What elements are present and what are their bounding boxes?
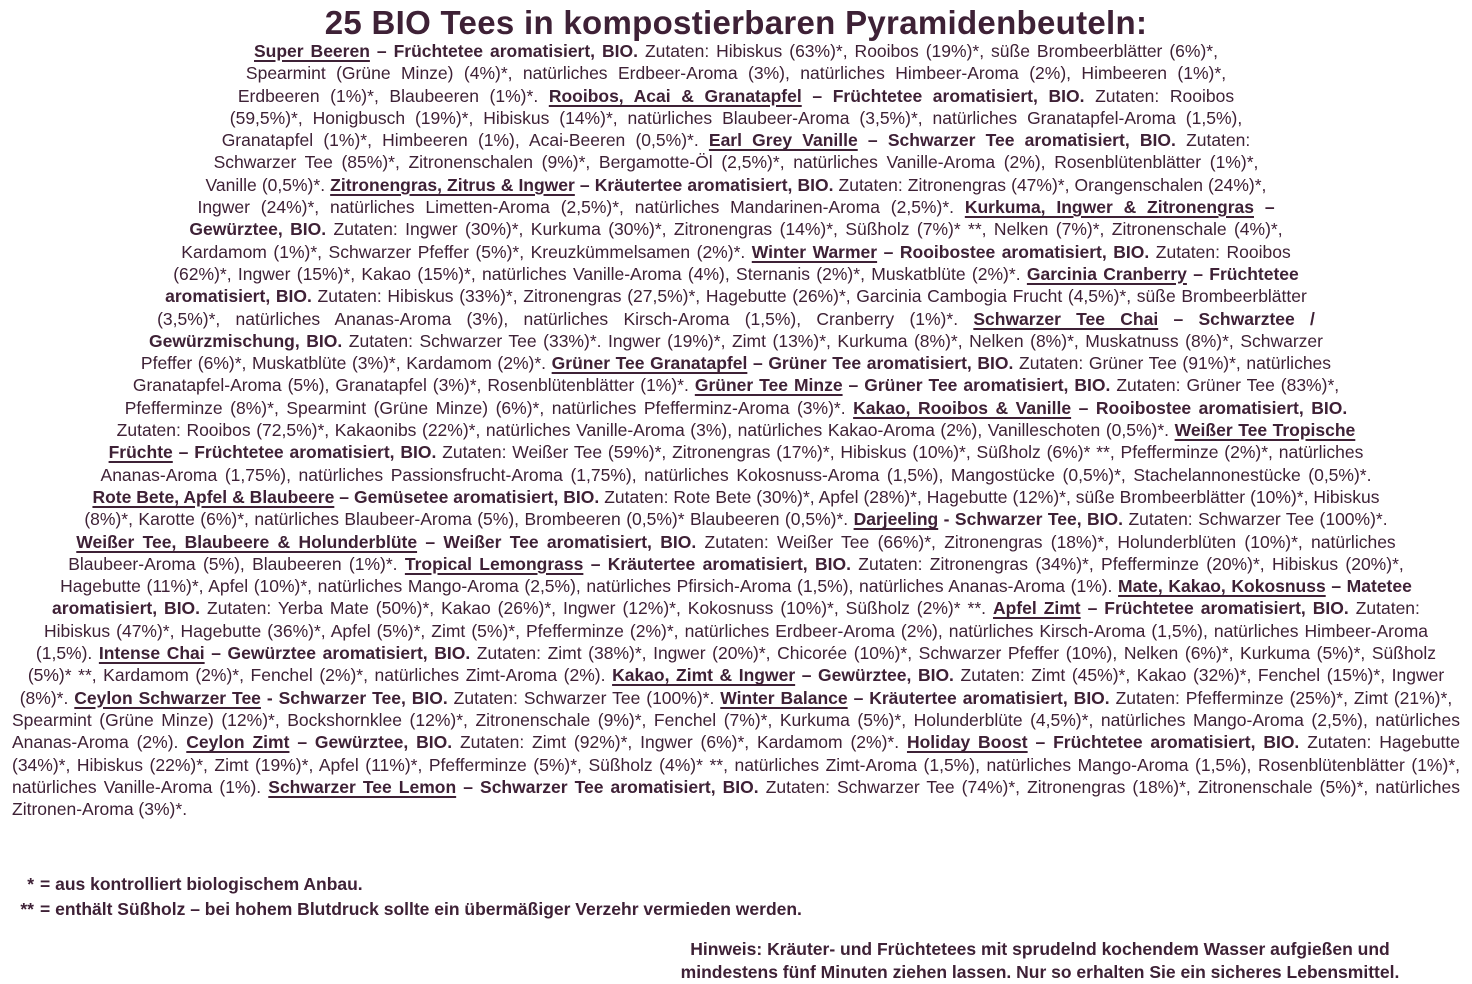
tea-type-desc: – Grüner Tee aromatisiert, BIO.: [848, 375, 1111, 396]
footnote-marker: *: [27, 874, 34, 894]
page-title: 25 BIO Tees in kompostierbaren Pyramidenbeuteln:: [324, 4, 1148, 41]
tea-ingredients: Zutaten: Hagebutte (34%)*, Hibiskus (22%)*, Zimt (19%)*, Apfel (11%)*, Pfefferminze (5%)*, Süßholz (4%)* **, natürliches Zimt-Aroma (1,5%), natürliches Mango-Aroma (1,5%), Rosenblütenblätter (1%)*, natürliches Vanille-Aroma (1%).: [12, 732, 1461, 797]
footnote-marker: **: [20, 899, 34, 919]
tea-ingredients: Zutaten: Grüner Tee (91%)*, natürliches Granatapfel-Aroma (5%), Granatapfel (3%)*, Rosenblütenblätter (1%)*.: [132, 353, 1332, 396]
tea-type-desc: – Früchtetee aromatisiert, BIO.: [1035, 732, 1300, 753]
tea-ingredients: Zutaten: Ingwer (30%)*, Kurkuma (30%)*, Zitronengras (14%)*, Süßholz (7%)* **, Nelken (7%)*, Zitronenschale (4%)*, Kardamom (1%)*, Schwarzer Pfeffer (5%)*, Kreuzkümmelsamen (2%)*.: [181, 219, 1283, 262]
tea-type-desc: – Gewürztee, BIO.: [189, 197, 1275, 240]
tea-type-desc: – Früchtetee aromatisiert, BIO.: [1087, 598, 1349, 619]
tea-type-desc: – Kräutertee aromatisiert, BIO.: [579, 174, 834, 195]
tea-type-desc: – Früchtetee aromatisiert, BIO.: [376, 41, 638, 61]
tea-type-desc: – Schwarztee / Gewürzmischung, BIO.: [148, 308, 1315, 351]
tea-name: Weißer Tee, Blaubeere & Holunderblüte: [76, 531, 418, 552]
tea-list-text: [12, 41, 1460, 819]
tea-type-desc: – Früchtetee aromatisiert, BIO.: [812, 85, 1085, 106]
tea-ingredients: Zutaten: Hibiskus (63%)*, Rooibos (19%)*, süße Brombeerblätter (6%)*, Spearmint (Grüne Minze) (4%)*, natürliches Erdbeer-Aroma (3%), natürliches Himbeer-Aroma (2%), Himbeeren (1%)*, Erdbeeren (1%)*, Blaubeeren (1%)*.: [237, 41, 1227, 106]
tea-ingredients: Zutaten: Hibiskus (33%)*, Zitronengras (27,5%)*, Hagebutte (26%)*, Garcinia Cambogia Frucht (4,5%)*, süße Brombeerblätter (3,5%)*, natürliches Ananas-Aroma (3%), natürliches Kirsch-Aroma (1,5%), Cranberry (1%)*.: [157, 286, 1307, 329]
footnote-text: = enthält Süßholz – bei hohem Blutdruck sollte ein übermäßiger Verzehr vermieden werden.: [40, 899, 802, 919]
tea-type-desc: – Rooibostee aromatisiert, BIO.: [883, 241, 1150, 262]
tea-ingredients: Zutaten: Rooibos (72,5%)*, Kakaonibs (22%)*, natürliches Vanille-Aroma (3%), natürliches Kakao-Aroma (2%), Vanilleschoten (0,5%)*.: [116, 420, 1170, 441]
tea-name: Schwarzer Tee Lemon: [268, 776, 457, 797]
tea-name: Rote Bete, Apfel & Blaubeere: [92, 486, 335, 507]
tea-type-desc: – Matetee aromatisiert, BIO.: [52, 576, 1412, 619]
tea-ingredients: Zutaten: Rooibos (59,5%)*, Honigbusch (19%)*, Hibiskus (14%)*, natürliches Blaubeer-Aroma (3,5%)*, natürliches Granatapfel-Aroma (1,5%), Granatapfel (1%)*, Himbeeren (1%), Acai-Beeren (0,5%)*.: [221, 85, 1243, 151]
tea-name: Garcinia Cranberry: [1026, 263, 1187, 284]
tea-name: Super Beeren: [254, 41, 370, 61]
tea-type-desc: – Rooibostee aromatisiert, BIO.: [1078, 397, 1348, 418]
tea-ingredients: Zutaten: Grüner Tee (83%)*, Pfefferminze (8%)*, Spearmint (Grüne Minze) (6%)*, natürliches Pfefferminz-Aroma (3%)*.: [124, 375, 1340, 418]
tea-ingredients: Zutaten: Rote Bete (30%)*, Apfel (28%)*, Hagebutte (12%)*, süße Brombeerblätter (10%)*, Hibiskus (8%)*, Karotte (6%)*, natürliches Blaubeer-Aroma (5%), Brombeeren (0,5%)* Blaubeeren (0,5%)*.: [84, 486, 1380, 530]
footnote-text: = aus kontrolliert biologischem Anbau.: [40, 874, 363, 894]
tea-ingredients: Zutaten: Rooibos (62%)*, Ingwer (15%)*, Kakao (15%)*, natürliches Vanille-Aroma (4%), Sternanis (2%)*, Muskatblüte (2%)*.: [173, 241, 1291, 284]
tea-ingredients: Zutaten: Yerba Mate (50%)*, Kakao (26%)*, Ingwer (12%)*, Kokosnuss (10%)*, Süßholz (2%)* **.: [207, 598, 987, 619]
tea-ingredients: Zutaten: Schwarzer Tee (100%)*.: [1128, 509, 1388, 530]
tea-name: Winter Balance: [720, 687, 848, 708]
tea-type-desc: – Kräutertee aromatisiert, BIO.: [853, 687, 1110, 708]
tea-ingredients: Zutaten: Zitronengras (47%)*, Orangenschalen (24%)*, Ingwer (24%)*, natürliches Limetten-Aroma (2,5%)*, natürliches Mandarinen-Aroma (2,5%)*.: [197, 174, 1267, 218]
tea-ingredients: Zutaten: Schwarzer Tee (100%)*.: [453, 687, 715, 708]
tea-ingredients: Zutaten: Zitronengras (34%)*, Pfefferminze (20%)*, Hibiskus (20%)*, Hagebutte (11%)*, Apfel (10%)*, natürliches Mango-Aroma (2,5%), natürliches Pfirsich-Aroma (1,5%), natürliches Ananas-Aroma (1%).: [60, 553, 1404, 597]
tea-name: Grüner Tee Minze: [694, 375, 843, 396]
tea-ingredients: Zutaten: Weißer Tee (59%)*, Zitronengras (17%)*, Hibiskus (10%)*, Süßholz (6%)* **, Pfefferminze (2%)*, natürliches Ananas-Aroma (1,75%), natürliches Passionsfrucht-Aroma (1,75%), natürliches Kokosnuss-Aroma (1,5%), Mangostücke (0,5%)*, Stachelannonestücke (0,5%)*.: [100, 442, 1372, 485]
tea-name: Earl Grey Vanille: [708, 130, 858, 151]
tea-type-desc: – Schwarzer Tee aromatisiert, BIO.: [463, 776, 759, 797]
tea-type-desc: – Schwarzer Tee aromatisiert, BIO.: [867, 130, 1176, 151]
tea-name: Holiday Boost: [906, 732, 1028, 753]
tea-type-desc: – Gewürztee aromatisiert, BIO.: [211, 643, 471, 664]
footnotes: [8, 872, 802, 922]
tea-name: Kurkuma, Ingwer & Zitronengras: [964, 197, 1254, 218]
tea-name: Darjeeling: [853, 509, 939, 530]
tea-name: Intense Chai: [98, 643, 205, 664]
tea-ingredients: Zutaten: Schwarzer Tee (33%)*. Ingwer (19%)*, Zimt (13%)*, Kurkuma (8%)*, Nelken (8%)*, Muskatnuss (8%)*, Schwarzer Pfeffer (6%)*, Muskatblüte (3%)*, Kardamom (2%)*.: [140, 330, 1323, 374]
tea-ingredients: Zutaten: Zimt (38%)*, Ingwer (20%)*, Chicorée (10%)*, Schwarzer Pfeffer (10%), Nelken (6%)*, Kurkuma (5%)*, Süßholz (5%)* **, Kardamom (2%)*, Fenchel (2%)*, natürliches Zimt-Aroma (2%).: [27, 643, 1437, 686]
tea-ingredients: Zutaten: Schwarzer Tee (74%)*, Zitronengras (18%)*, Zitronenschale (5%)*, natürliches Zitronen-Aroma (3%)*.: [12, 776, 1460, 820]
tea-type-desc: – Gemüsetee aromatisiert, BIO.: [339, 486, 600, 507]
tea-ingredients: Zutaten: Hibiskus (47%)*, Hagebutte (36%)*, Apfel (5%)*, Zimt (5%)*, Pfefferminze (2%)*, natürliches Erdbeer-Aroma (2%), natürliches Kirsch-Aroma (1,5%), natürliches Himbeer-Aroma (1,5%).: [35, 598, 1429, 664]
tea-ingredients: Zutaten: Zimt (45%)*, Kakao (32%)*, Fenchel (15%)*, Ingwer (8%)*.: [19, 665, 1445, 708]
tea-name: Tropical Lemongrass: [404, 553, 584, 574]
tea-type-desc: – Gewürztee, BIO.: [297, 732, 453, 753]
tea-name: Schwarzer Tee Chai: [973, 308, 1159, 329]
tea-name: Zitronengras, Zitrus & Ingwer: [330, 174, 575, 195]
tea-type-desc: - Schwarzer Tee, BIO.: [266, 687, 448, 708]
tea-name: Mate, Kakao, Kokosnuss: [1118, 576, 1326, 597]
footnote-licorice: [8, 897, 802, 922]
tea-type-desc: – Weißer Tee aromatisiert, BIO.: [425, 531, 697, 552]
tea-name: Weißer Tee Tropische Früchte: [108, 420, 1356, 463]
tea-list-pyramid: [0, 40, 1472, 862]
tea-name: Ceylon Zimt: [186, 732, 290, 753]
tea-name: Kakao, Zimt & Ingwer: [612, 665, 796, 686]
tea-name: Rooibos, Acai & Granatapfel: [548, 85, 802, 106]
brewing-notice-line2: mindestens fünf Minuten ziehen lassen. Nur so erhalten Sie ein sicheres Lebensmittel.: [680, 961, 1400, 982]
tea-ingredients: Zutaten: Schwarzer Tee (85%)*, Zitronenschalen (9%)*, Bergamotte-Öl (2,5%)*, natürliches Vanille-Aroma (2%), Rosenblütenblätter (1%)*, Vanille (0,5%)*.: [205, 130, 1259, 195]
tea-type-desc: – Grüner Tee aromatisiert, BIO.: [752, 353, 1014, 374]
tea-type-desc: – Gewürztee, BIO.: [801, 665, 954, 686]
tea-ingredients: Zutaten: Pfefferminze (25%)*, Zimt (21%)*, Spearmint (Grüne Minze) (12%)*, Bockshornklee (12%)*, Zitronenschale (9%)*, Fenchel (7%)*, Kurkuma (5%)*, Holunderblüte (4,5%)*, natürliches Mango-Aroma (2,5%), natürliches Ananas-Aroma (2%).: [12, 687, 1460, 753]
tea-name: Winter Warmer: [751, 241, 878, 262]
tea-type-desc: – Früchtetee aromatisiert, BIO.: [165, 263, 1299, 307]
tea-ingredients: Zutaten: Zimt (92%)*, Ingwer (6%)*, Kardamom (2%)*.: [459, 732, 900, 753]
tea-ingredients: Zutaten: Weißer Tee (66%)*, Zitronengras (18%)*, Holunderblüten (10%)*, natürliches Blaubeer-Aroma (5%), Blaubeeren (1%)*.: [68, 531, 1396, 574]
tea-name: Apfel Zimt: [992, 598, 1081, 619]
tea-name: Ceylon Schwarzer Tee: [74, 687, 261, 708]
tea-type-desc: - Schwarzer Tee, BIO.: [943, 509, 1124, 530]
brewing-notice-line1: Hinweis: Kräuter- und Früchtetees mit sprudelnd kochendem Wasser aufgießen und: [690, 939, 1390, 959]
tea-name: Grüner Tee Granatapfel: [551, 353, 748, 374]
brewing-notice: [616, 938, 1464, 983]
tea-name: Kakao, Rooibos & Vanille: [853, 397, 1072, 418]
tea-type-desc: – Kräutertee aromatisiert, BIO.: [590, 553, 851, 574]
tea-type-desc: – Früchtetee aromatisiert, BIO.: [178, 442, 437, 463]
footnote-organic: [8, 872, 802, 897]
